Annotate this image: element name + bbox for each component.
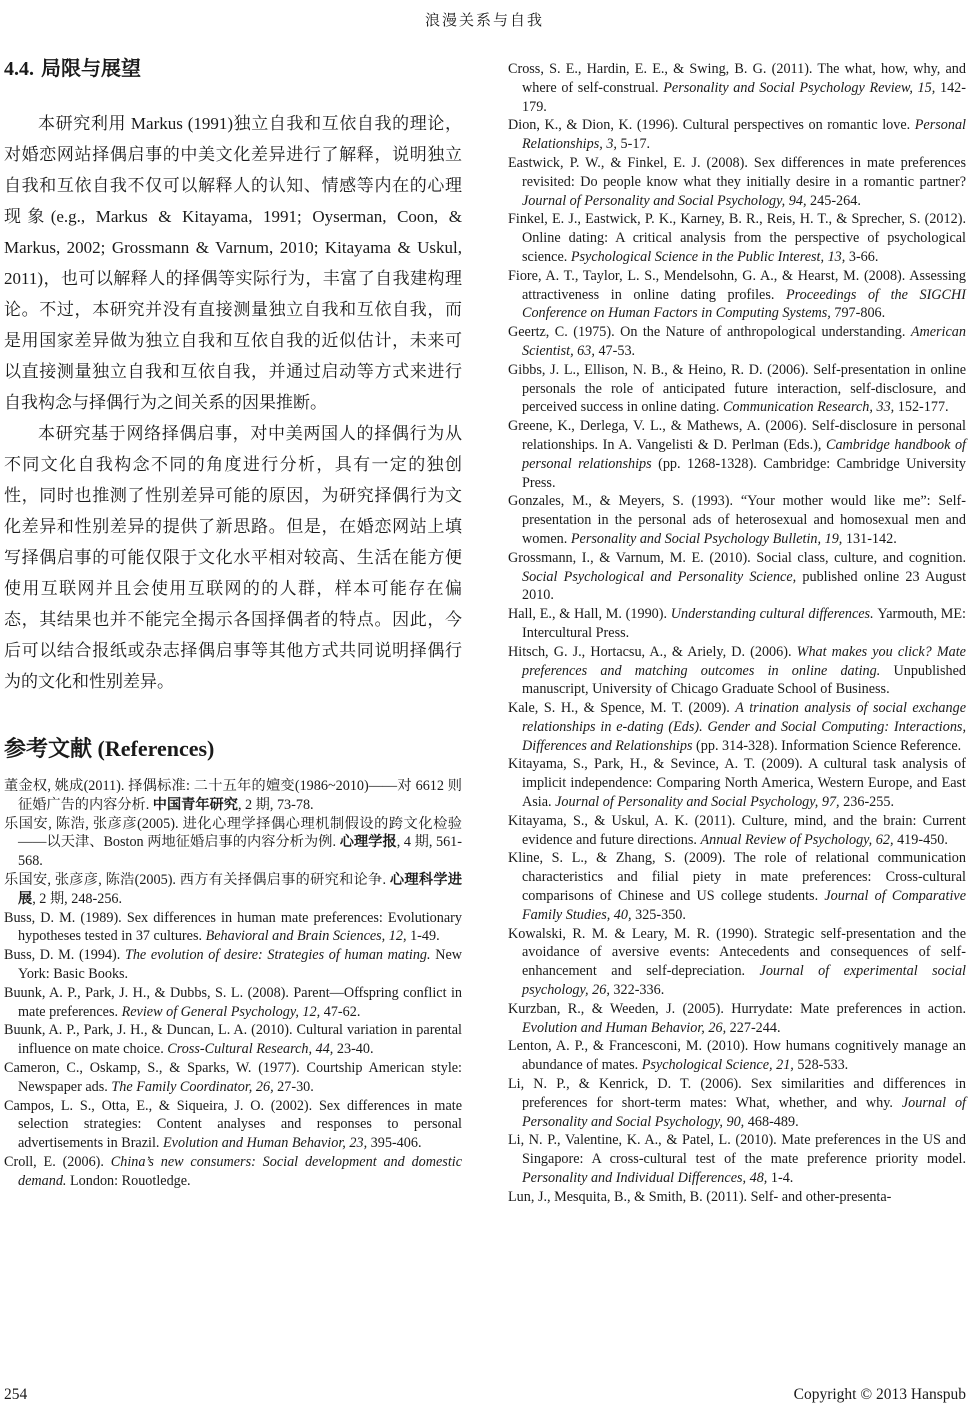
- reference-entry: Grossmann, I., & Varnum, M. E. (2010). Social class, culture, and cognition. Social Psychological and Personality Science, published online 23 August 2010.: [508, 549, 967, 604]
- section-title: 局限与展望: [41, 58, 141, 80]
- reference-entry: Cameron, C., Oskamp, S., & Sparks, W. (1977). Courtship American style: Newspaper ads. The Family Coordinator, 26, 27-30.: [4, 1059, 462, 1095]
- references-list-left: [4, 777, 462, 1191]
- right-column: [508, 48, 966, 1207]
- reference-entry: Kitayama, S., & Uskul, A. K. (2011). Culture, mind, and the brain: Current evidence and future directions. Annual Review of Psychology, 62, 419-450.: [508, 812, 966, 848]
- left-column: [4, 48, 462, 1207]
- reference-entry: Li, N. P., & Kenrick, D. T. (2006). Sex similarities and differences in preferences for short-term mates: What, whether, and why. Journal of Personality and Social Psychology, 90, 468-489.: [508, 1076, 966, 1130]
- references-heading-zh: 参考文献: [4, 736, 93, 761]
- reference-entry: Buss, D. M. (1989). Sex differences in human mate preferences: Evolutionary hypotheses tested in 37 cultures. Behavioral and Brain Sciences, 12, 1-49.: [4, 909, 462, 945]
- copyright-notice: Copyright © 2013 Hanspub: [793, 1386, 966, 1403]
- reference-entry: Kline, S. L., & Zhang, S. (2009). The role of relational communication characteristics and filial piety in mate preferences: Cross-cultural comparisons of Chinese and US college students. Journal of Comparative Family Studies, 40, 325-350.: [508, 850, 966, 923]
- reference-entry: Cross, S. E., Hardin, E. E., & Swing, B. G. (2011). The what, how, why, and where of self-construal. Personality and Social Psychology Review, 15, 142-179.: [508, 61, 966, 115]
- reference-entry: Croll, E. (2006). China’s new consumers: Social development and domestic demand. London: Rouotledge.: [4, 1153, 463, 1189]
- reference-entry: Li, N. P., Valentine, K. A., & Patel, L. (2010). Mate preferences in the US and Singapore: A cross-cultural test of the mate preference priority model. Personality and Individual Differences, 48, 1-4.: [508, 1132, 966, 1187]
- page-number: 254: [4, 1386, 28, 1403]
- reference-entry: Buunk, A. P., Park, J. H., & Dubbs, S. L. (2008). Parent—Offspring conflict in mate preferences. Review of General Psychology, 12, 47-62.: [4, 984, 462, 1020]
- reference-entry: Hall, E., & Hall, M. (1990). Understanding cultural differences. Yarmouth, ME: Intercultural Press.: [508, 606, 967, 641]
- reference-entry: Lun, J., Mesquita, B., & Smith, B. (2011). Self- and other-presenta-: [508, 1188, 892, 1205]
- reference-entry: 乐国安, 陈浩, 张彦彦(2005). 进化心理学择偶心理机制假设的跨文化检验——以天津、Boston 两地征婚启事的内容分析为例. 心理学报, 4 期, 561-568.: [4, 815, 462, 870]
- reference-entry: Gibbs, J. L., Ellison, N. B., & Heino, R. D. (2006). Self-presentation in online personals the role of anticipated future interaction, self-disclosure, and perceived success in online dating. Communication Research, 33, 152-177.: [508, 361, 966, 416]
- reference-entry: Fiore, A. T., Taylor, L. S., Mendelsohn, G. A., & Hearst, M. (2008). Assessing attractiveness in online dating profiles. Proceedings of the SIGCHI Conference on Human Factors in Computing Systems, 797-806.: [508, 267, 966, 322]
- page-footer: [4, 1386, 966, 1404]
- references-list-right: [508, 60, 966, 1207]
- two-column-body: [0, 48, 969, 1207]
- reference-entry: Kitayama, S., Park, H., & Sevince, A. T. (2009). A cultural task analysis of implicit independence: Comparing North America, Western Europe, and East Asia. Journal of Personality and Social Psychology, 97, 236-255.: [508, 756, 966, 811]
- reference-entry: 乐国安, 张彦彦, 陈浩(2005). 西方有关择偶启事的研究和论争. 心理科学进展, 2 期, 248-256.: [4, 871, 462, 907]
- section-heading: [4, 56, 462, 82]
- references-heading: [4, 735, 462, 763]
- reference-entry: Eastwick, P. W., & Finkel, E. J. (2008). Sex differences in mate preferences revisited: Do people know what they initially desire in a romantic partner? Journal of Personality and Social Psychology, 94, 245-264.: [508, 154, 966, 209]
- reference-entry: Campos, L. S., Otta, E., & Siqueira, J. O. (2002). Sex differences in mate selection strategies: Content analyses and responses to personal advertisements in Brazil. Evolution and Human Behavior, 23, 395-406.: [4, 1097, 462, 1152]
- reference-entry: Dion, K., & Dion, K. (1996). Cultural perspectives on romantic love. Personal Relationships, 3, 5-17.: [508, 117, 966, 153]
- reference-entry: Kowalski, R. M. & Leary, M. R. (1990). Strategic self-presentation and the avoidance of aversive events: Antecedents and consequences of self-enhancement and self-depreciation. Journal of experimental social psychology, 26, 322-336.: [508, 925, 966, 999]
- section-number: 4.4.: [4, 58, 34, 80]
- reference-entry: Gonzales, M., & Meyers, S. (1993). “Your mother would like me”: Self-presentation in the personal ads of heterosexual and homosexual men and women. Personality and Social Psychology Bulletin, 19, 131-142.: [508, 493, 966, 547]
- running-head-title: 浪漫关系与自我: [424, 13, 544, 29]
- body-paragraphs: [4, 108, 462, 697]
- body-paragraph: 本研究基于网络择偶启事，对中美两国人的择偶行为从不同文化自我构念不同的角度进行分析，具有一定的独创性，同时也推测了性别差异可能的原因，为研究择偶行为文化差异和性别差异的提供了新思路。但是，在婚恋网站上填写择偶启事的可能仅限于文化水平相对较高、生活在能方便使用互联网并且会使用互联网的的人群，样本可能存在偏态，其结果也并不能完全揭示各国择偶者的特点。因此，今后可以结合报纸或杂志择偶启事等其他方式共同说明择偶行为的文化和性别差异。: [4, 424, 462, 691]
- body-paragraph: 本研究利用 Markus (1991)独立自我和互依自我的理论，对婚恋网站择偶启事的中美文化差异进行了解释，说明独立自我和互依自我不仅可以解释人的认知、情感等内在的心理现象(e.g., Markus & Kitayama, 1991; Oyserman, Coon, & Markus, 2002; Grossmann & Varnum, 2010; Kitayama & Uskul, 2011)，也可以解释人的择偶等实际行为，丰富了自我建构理论。不过，本研究并没有直接测量独立自我和互依自我，而是用国家差异做为独立自我和互依自我的近似估计，未来可以直接测量独立自我和互依自我，并通过启动等方式来进行自我构念与择偶行为之间关系的因果推断。: [4, 114, 462, 412]
- reference-entry: Buss, D. M. (1994). The evolution of desire: Strategies of human mating. New York: Basic Books.: [4, 947, 462, 982]
- reference-entry: Buunk, A. P., Park, J. H., & Duncan, L. A. (2010). Cultural variation in parental influence on mate choice. Cross-Cultural Research, 44, 23-40.: [4, 1022, 462, 1058]
- reference-entry: Lenton, A. P., & Francesconi, M. (2010). How humans cognitively manage an abundance of mates. Psychological Science, 21, 528-533.: [508, 1038, 966, 1074]
- reference-entry: Finkel, E. J., Eastwick, P. K., Karney, B. R., Reis, H. T., & Sprecher, S. (2012). Online dating: A critical analysis from the perspective of psychological science. Psychological Science in the Public Interest, 13, 3-66.: [508, 211, 966, 265]
- reference-entry: Kale, S. H., & Spence, M. T. (2009). A trination analysis of social exchange relationships in e-dating (Eds). Gender and Social Computing: Interactions, Differences and Relationships (pp. 314-328). Information Science Reference.: [508, 700, 966, 754]
- reference-entry: Kurzban, R., & Weeden, J. (2005). Hurrydate: Mate preferences in action. Evolution and Human Behavior, 26, 227-244.: [508, 1000, 966, 1036]
- references-heading-en: (References): [92, 736, 215, 761]
- reference-entry: 董金权, 姚成(2011). 择偶标准: 二十五年的嬗变(1986~2010)——对 6612 则征婚广告的内容分析. 中国青年研究, 2 期, 73-78.: [4, 778, 462, 813]
- reference-entry: Geertz, C. (1975). On the Nature of anthropological understanding. American Scientist, 63, 47-53.: [508, 324, 966, 359]
- reference-entry: Hitsch, G. J., Hortacsu, A., & Ariely, D. (2006). What makes you click? Mate preferences and matching outcomes in online dating. Unpublished manuscript, University of Chicago Graduate School of Business.: [508, 643, 966, 698]
- reference-entry: Greene, K., Derlega, V. L., & Mathews, A. (2006). Self-disclosure in personal relationships. In A. Vangelisti & D. Perlman (Eds.), Cambridge handbook of personal relationships (pp. 1268-1328). Cambridge: Cambridge University Press.: [508, 418, 966, 491]
